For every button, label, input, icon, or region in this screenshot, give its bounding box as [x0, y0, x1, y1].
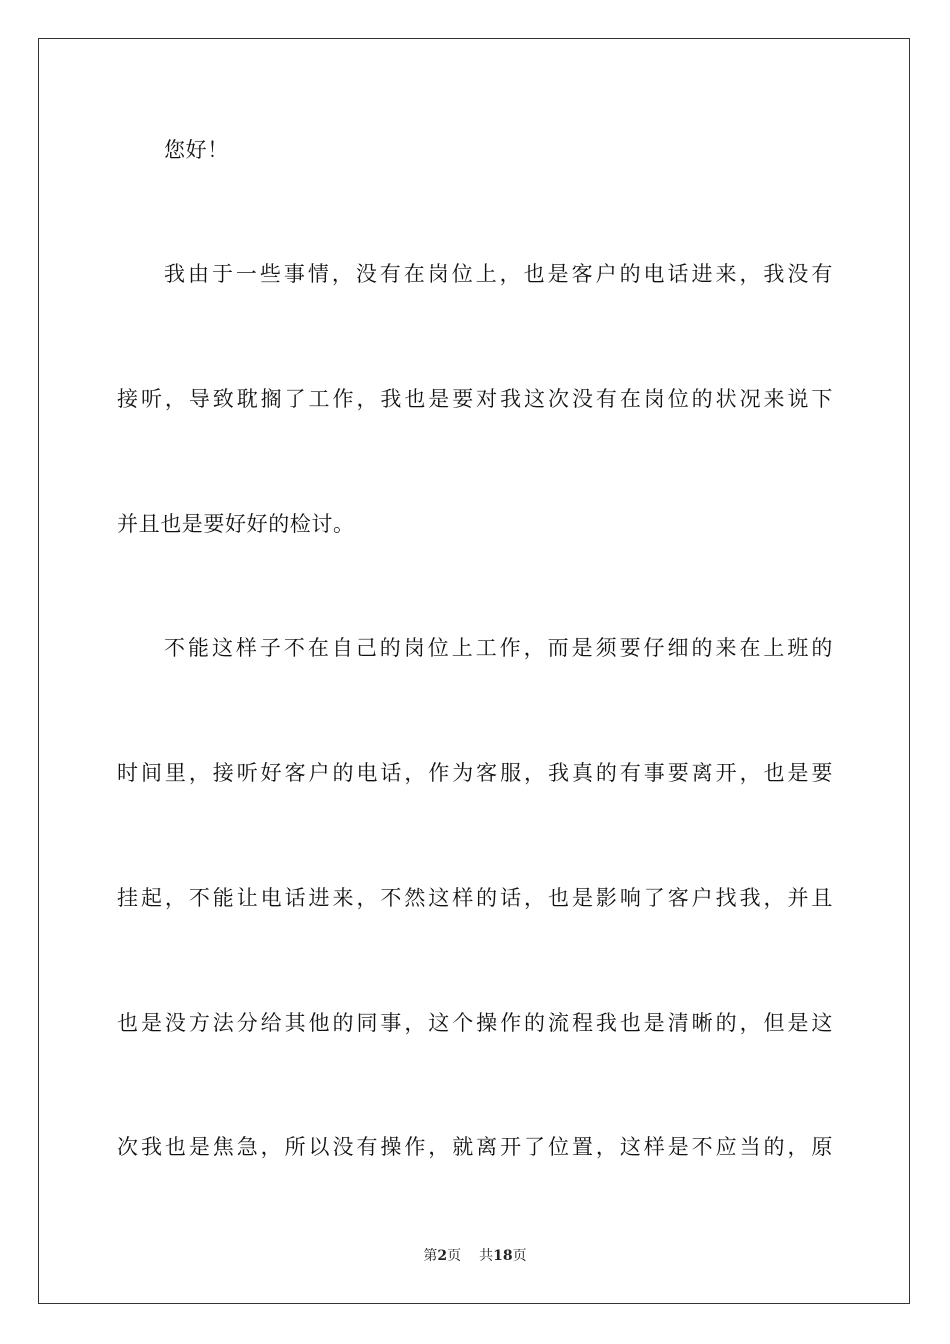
- body-line-4: 不能这样子不在自己的岗位上工作，而是须要仔细的来在上班的: [164, 636, 833, 660]
- body-line-1: 我由于一些事情，没有在岗位上，也是客户的电话进来，我没有: [164, 262, 833, 286]
- page-footer: [0, 1246, 950, 1266]
- total-suffix: 页: [512, 1248, 527, 1264]
- page-border: [38, 38, 910, 1304]
- page-prefix: 第: [423, 1248, 438, 1264]
- page-suffix: 页: [447, 1248, 462, 1264]
- body-line-2: 接听，导致耽搁了工作，我也是要对我这次没有在岗位的状况来说下: [117, 387, 833, 411]
- body-line-5: 时间里，接听好客户的电话，作为客服，我真的有事要离开，也是要: [117, 761, 833, 785]
- body-line-8: 次我也是焦急，所以没有操作，就离开了位置，这样是不应当的，原: [117, 1135, 833, 1159]
- total-pages: 18: [493, 1248, 513, 1264]
- body-line-7: 也是没方法分给其他的同事，这个操作的流程我也是清晰的，但是这: [117, 1011, 833, 1035]
- page-number: 2: [437, 1248, 448, 1264]
- greeting-line: 您好！: [164, 138, 229, 162]
- body-line-6: 挂起，不能让电话进来，不然这样的话，也是影响了客户找我，并且: [117, 886, 833, 910]
- total-prefix: 共: [479, 1248, 494, 1264]
- body-line-3: 并且也是要好好的检讨。: [117, 512, 355, 536]
